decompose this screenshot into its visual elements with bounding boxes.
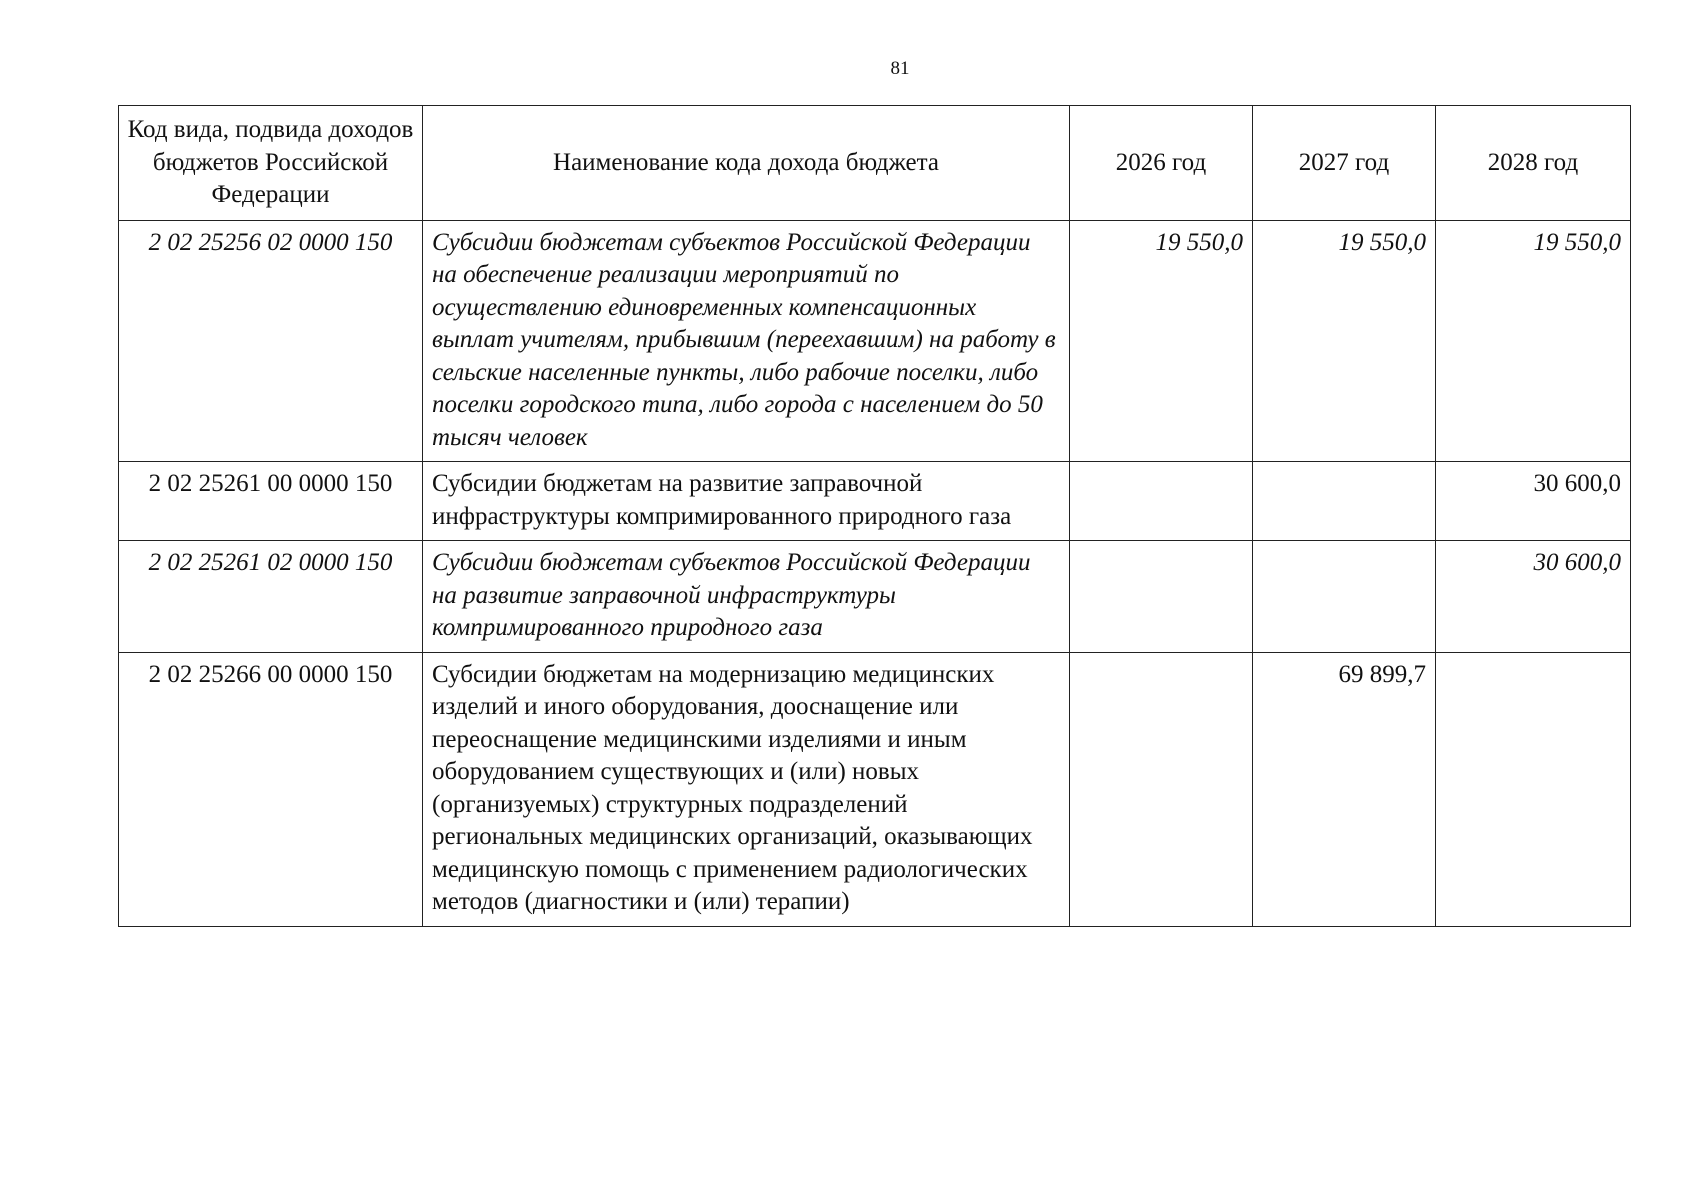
revenue-name: Субсидии бюджетам субъектов Российской Федерации на обеспечение реализации мероприятий по осуществлению единовременных компенсационных выплат учителям, прибывшим (переехавшим) на работу в сельские населенные пункты, либо рабочие поселки, либо поселки городского типа, либо города с населением до 50 тысяч человек: [423, 220, 1070, 462]
amount-2026: [1070, 541, 1253, 653]
revenue-code: 2 02 25266 00 0000 150: [119, 652, 423, 926]
table-row: [119, 652, 1631, 926]
amount-2027: [1253, 541, 1436, 653]
table-row: [119, 541, 1631, 653]
revenue-name: Субсидии бюджетам на развитие заправочной инфраструктуры компримированного природного газа: [423, 462, 1070, 541]
page-number: 81: [890, 58, 910, 79]
header-2028: 2028 год: [1436, 106, 1631, 221]
amount-2028: 30 600,0: [1436, 541, 1631, 653]
revenue-name: Субсидии бюджетам на модернизацию медицинских изделий и иного оборудования, дооснащение или переоснащение медицинскими изделиями и иным оборудованием существующих и (или) новых (организуемых) структурных подразделений региональных медицинских организаций, оказывающих медицинскую помощь с применением радиологических методов (диагностики и (или) терапии): [423, 652, 1070, 926]
amount-2028: [1436, 652, 1631, 926]
table-row: [119, 220, 1631, 462]
header-2026: 2026 год: [1070, 106, 1253, 221]
table-row: [119, 462, 1631, 541]
revenue-code: 2 02 25256 02 0000 150: [119, 220, 423, 462]
amount-2026: [1070, 462, 1253, 541]
amount-2026: [1070, 652, 1253, 926]
header-2027: 2027 год: [1253, 106, 1436, 221]
amount-2027: 19 550,0: [1253, 220, 1436, 462]
table-header-row: [119, 106, 1631, 221]
amount-2027: [1253, 462, 1436, 541]
revenue-code: 2 02 25261 00 0000 150: [119, 462, 423, 541]
header-name: Наименование кода дохода бюджета: [423, 106, 1070, 221]
amount-2027: 69 899,7: [1253, 652, 1436, 926]
amount-2026: 19 550,0: [1070, 220, 1253, 462]
amount-2028: 30 600,0: [1436, 462, 1631, 541]
header-code: Код вида, подвида доходов бюджетов Российской Федерации: [119, 106, 423, 221]
revenue-name: Субсидии бюджетам субъектов Российской Федерации на развитие заправочной инфраструктуры компримированного природного газа: [423, 541, 1070, 653]
budget-revenue-table: [118, 105, 1631, 927]
revenue-code: 2 02 25261 02 0000 150: [119, 541, 423, 653]
amount-2028: 19 550,0: [1436, 220, 1631, 462]
